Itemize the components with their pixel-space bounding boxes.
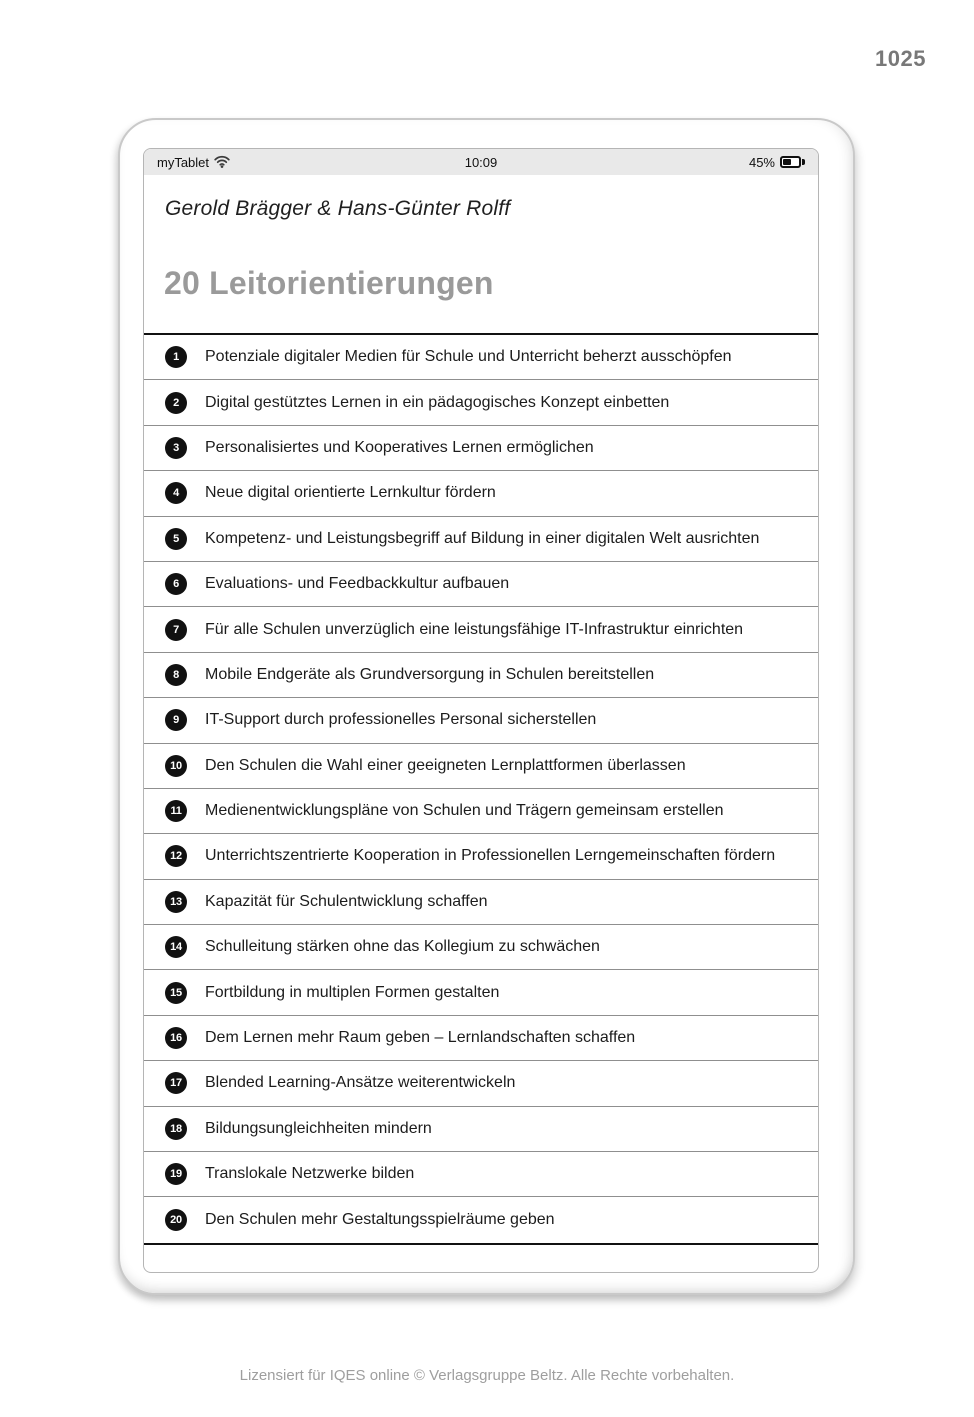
item-number-badge: 8 xyxy=(165,664,187,686)
list-item[interactable] xyxy=(144,426,818,471)
item-number-badge: 9 xyxy=(165,709,187,731)
item-text: Unterrichtszentrierte Kooperation in Professionellen Lerngemeinschaften fördern xyxy=(205,847,776,865)
list-item[interactable] xyxy=(144,653,818,698)
item-text: Digital gestütztes Lernen in ein pädagogisches Konzept einbetten xyxy=(205,393,670,411)
list-item[interactable] xyxy=(144,607,818,652)
list-item[interactable] xyxy=(144,517,818,562)
item-number-badge: 19 xyxy=(165,1163,187,1185)
item-text: Evaluations- und Feedbackkultur aufbauen xyxy=(205,575,510,593)
item-text: Potenziale digitaler Medien für Schule und Unterricht beherzt ausschöpfen xyxy=(205,348,732,366)
battery-percent-label: 45% xyxy=(748,154,775,170)
page-number: 1025 xyxy=(875,46,926,71)
item-text: Fortbildung in multiplen Formen gestalten xyxy=(205,983,500,1001)
wifi-icon xyxy=(214,155,230,171)
list-item[interactable] xyxy=(144,1197,818,1242)
item-number-badge: 4 xyxy=(165,482,187,504)
list-item[interactable] xyxy=(144,698,818,743)
item-number-badge: 13 xyxy=(165,891,187,913)
item-text: IT-Support durch professionelles Personal sicherstellen xyxy=(205,711,597,729)
item-text: Den Schulen mehr Gestaltungsspielräume geben xyxy=(205,1211,555,1229)
item-text: Den Schulen die Wahl einer geeigneten Lernplattformen überlassen xyxy=(205,756,686,774)
list-item[interactable] xyxy=(144,335,818,380)
item-text: Blended Learning-Ansätze weiterentwickeln xyxy=(205,1074,516,1092)
tablet-screen xyxy=(143,148,819,1273)
item-number-badge: 18 xyxy=(165,1118,187,1140)
item-number-badge: 2 xyxy=(165,392,187,414)
item-number-badge: 20 xyxy=(165,1209,187,1231)
item-text: Medienentwicklungspläne von Schulen und Trägern gemeinsam erstellen xyxy=(205,802,724,820)
list-item[interactable] xyxy=(144,789,818,834)
list-item[interactable] xyxy=(144,1016,818,1061)
list-item[interactable] xyxy=(144,1152,818,1197)
item-text: Translokale Netzwerke bilden xyxy=(205,1165,415,1183)
license-footer: Lizensiert für IQES online © Verlagsgruppe Beltz. Alle Rechte vorbehalten. xyxy=(239,1367,735,1384)
item-number-badge: 10 xyxy=(165,755,187,777)
item-text: Schulleitung stärken ohne das Kollegium zu schwächen xyxy=(205,938,600,956)
item-text: Neue digital orientierte Lernkultur fördern xyxy=(205,484,496,502)
item-number-badge: 11 xyxy=(165,800,187,822)
list-item[interactable] xyxy=(144,1061,818,1106)
item-text: Kompetenz- und Leistungsbegriff auf Bildung in einer digitalen Welt ausrichten xyxy=(205,529,760,547)
item-number-badge: 6 xyxy=(165,573,187,595)
chapter-list xyxy=(144,333,818,1245)
item-number-badge: 3 xyxy=(165,437,187,459)
document-title: 20 Leitorientierungen xyxy=(164,265,494,301)
list-item[interactable] xyxy=(144,834,818,879)
item-number-badge: 14 xyxy=(165,936,187,958)
author-line: Gerold Brägger & Hans-Günter Rolff xyxy=(165,197,511,220)
item-text: Bildungsungleichheiten mindern xyxy=(205,1119,432,1137)
item-number-badge: 7 xyxy=(165,619,187,641)
item-number-badge: 1 xyxy=(165,346,187,368)
item-text: Mobile Endgeräte als Grundversorgung in Schulen bereitstellen xyxy=(205,665,655,683)
item-number-badge: 15 xyxy=(165,982,187,1004)
list-item[interactable] xyxy=(144,925,818,970)
item-number-badge: 12 xyxy=(165,845,187,867)
item-text: Dem Lernen mehr Raum geben – Lernlandschaften schaffen xyxy=(205,1029,636,1047)
list-item[interactable] xyxy=(144,562,818,607)
list-item[interactable] xyxy=(144,380,818,425)
item-text: Für alle Schulen unverzüglich eine leistungsfähige IT-Infrastruktur einrichten xyxy=(205,620,744,638)
item-text: Kapazität für Schulentwicklung schaffen xyxy=(205,892,488,910)
list-item[interactable] xyxy=(144,1107,818,1152)
item-text: Personalisiertes und Kooperatives Lernen ermöglichen xyxy=(205,438,594,456)
tablet-frame xyxy=(118,118,855,1295)
status-bar xyxy=(144,149,818,175)
item-number-badge: 5 xyxy=(165,528,187,550)
list-item[interactable] xyxy=(144,970,818,1015)
device-name: myTablet xyxy=(157,154,210,170)
status-time: 10:09 xyxy=(464,154,498,170)
list-item[interactable] xyxy=(144,744,818,789)
item-number-badge: 16 xyxy=(165,1027,187,1049)
item-number-badge: 17 xyxy=(165,1072,187,1094)
battery-fill xyxy=(783,159,791,165)
list-item[interactable] xyxy=(144,880,818,925)
list-item[interactable] xyxy=(144,471,818,516)
battery-icon xyxy=(780,156,805,168)
